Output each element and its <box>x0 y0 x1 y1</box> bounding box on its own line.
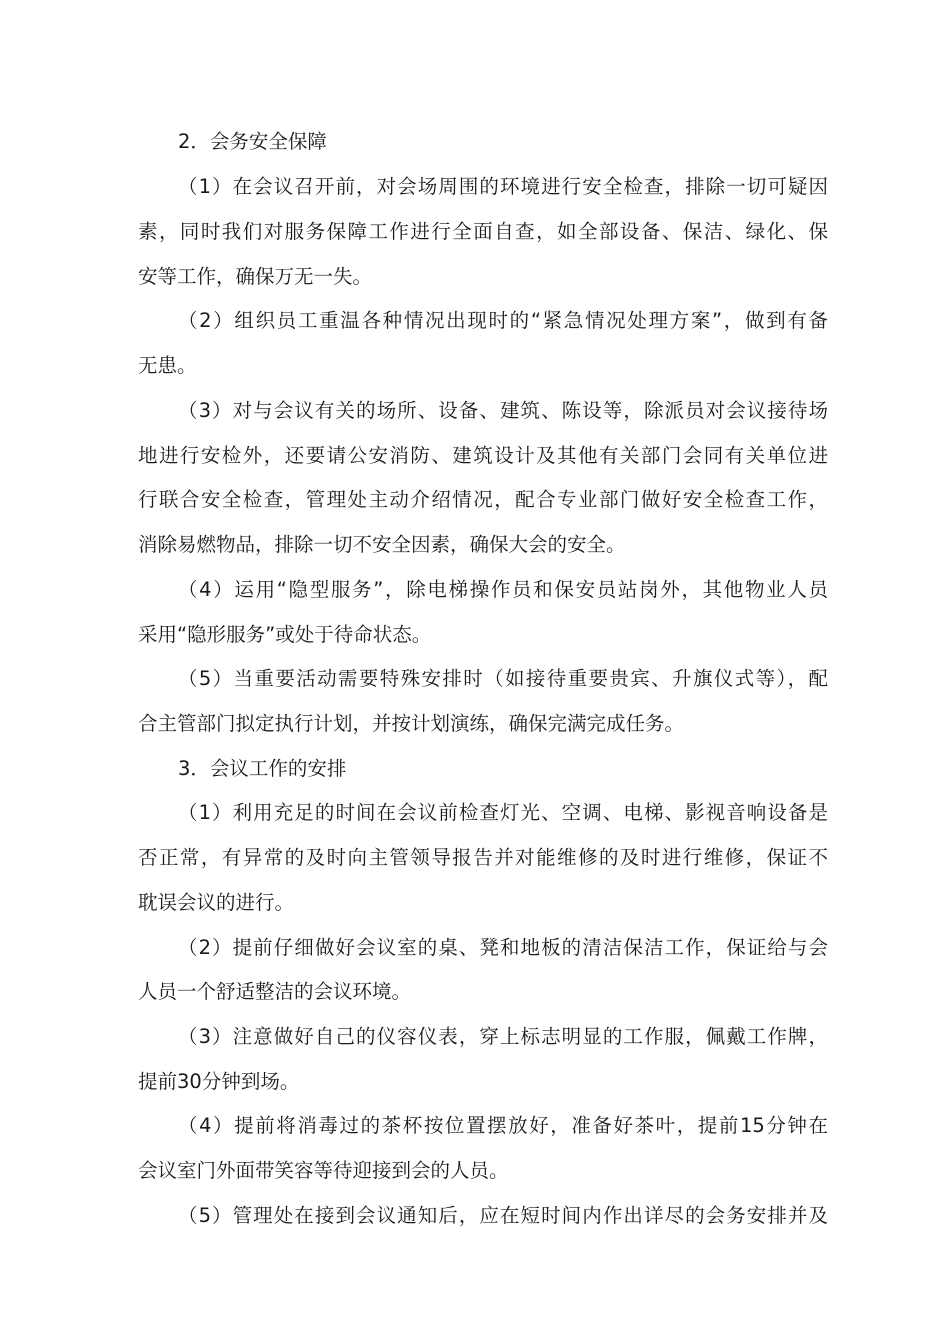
paragraph-line: （1）利用充足的时间在会议前检查灯光、空调、电梯、影视音响设备是 <box>178 801 828 824</box>
paragraph-line: 合主管部门拟定执行计划，并按计划演练，确保完满完成任务。 <box>138 712 685 735</box>
paragraph-line: （3）对与会议有关的场所、设备、建筑、陈设等，除派员对会议接待场 <box>178 399 828 422</box>
paragraph-line: （4）运用“隐型服务”，除电梯操作员和保安员站岗外，其他物业人员 <box>178 578 828 601</box>
paragraph-line: 行联合安全检查，管理处主动介绍情况，配合专业部门做好安全检查工作， <box>138 488 828 511</box>
paragraph-line: 提前30分钟到场。 <box>138 1070 300 1093</box>
section-heading-meeting: 3．会议工作的安排 <box>178 757 347 780</box>
paragraph-line: （2）提前仔细做好会议室的桌、凳和地板的清洁保洁工作，保证给与会 <box>178 936 828 959</box>
paragraph-line: （5）当重要活动需要特殊安排时（如接待重要贵宾、升旗仪式等），配 <box>178 667 828 690</box>
paragraph-line: 会议室门外面带笑容等待迎接到会的人员。 <box>138 1159 509 1182</box>
paragraph-line: 地进行安检外，还要请公安消防、建筑设计及其他有关部门会同有关单位进 <box>138 444 828 467</box>
paragraph-line: 无患。 <box>138 354 197 377</box>
paragraph-line: （3）注意做好自己的仪容仪表，穿上标志明显的工作服，佩戴工作牌， <box>178 1025 828 1048</box>
paragraph-line: （4）提前将消毒过的茶杯按位置摆放好，准备好茶叶，提前15分钟在 <box>178 1114 828 1137</box>
paragraph-line: 否正常，有异常的及时向主管领导报告并对能维修的及时进行维修，保证不 <box>138 846 828 869</box>
paragraph-line: （2）组织员工重温各种情况出现时的“紧急情况处理方案”，做到有备 <box>178 309 828 332</box>
paragraph-line: （1）在会议召开前，对会场周围的环境进行安全检查，排除一切可疑因 <box>178 175 828 198</box>
paragraph-line: 采用“隐形服务”或处于待命状态。 <box>138 623 432 646</box>
section-heading-security: 2．会务安全保障 <box>178 130 327 153</box>
paragraph-line: 素，同时我们对服务保障工作进行全面自查，如全部设备、保洁、绿化、保 <box>138 220 828 243</box>
paragraph-line: （5）管理处在接到会议通知后，应在短时间内作出详尽的会务安排并及 <box>178 1204 828 1227</box>
paragraph-line: 人员一个舒适整洁的会议环境。 <box>138 980 412 1003</box>
paragraph-line: 安等工作，确保万无一失。 <box>138 265 373 288</box>
paragraph-line: 耽误会议的进行。 <box>138 891 295 914</box>
paragraph-line: 消除易燃物品，排除一切不安全因素，确保大会的安全。 <box>138 533 626 556</box>
